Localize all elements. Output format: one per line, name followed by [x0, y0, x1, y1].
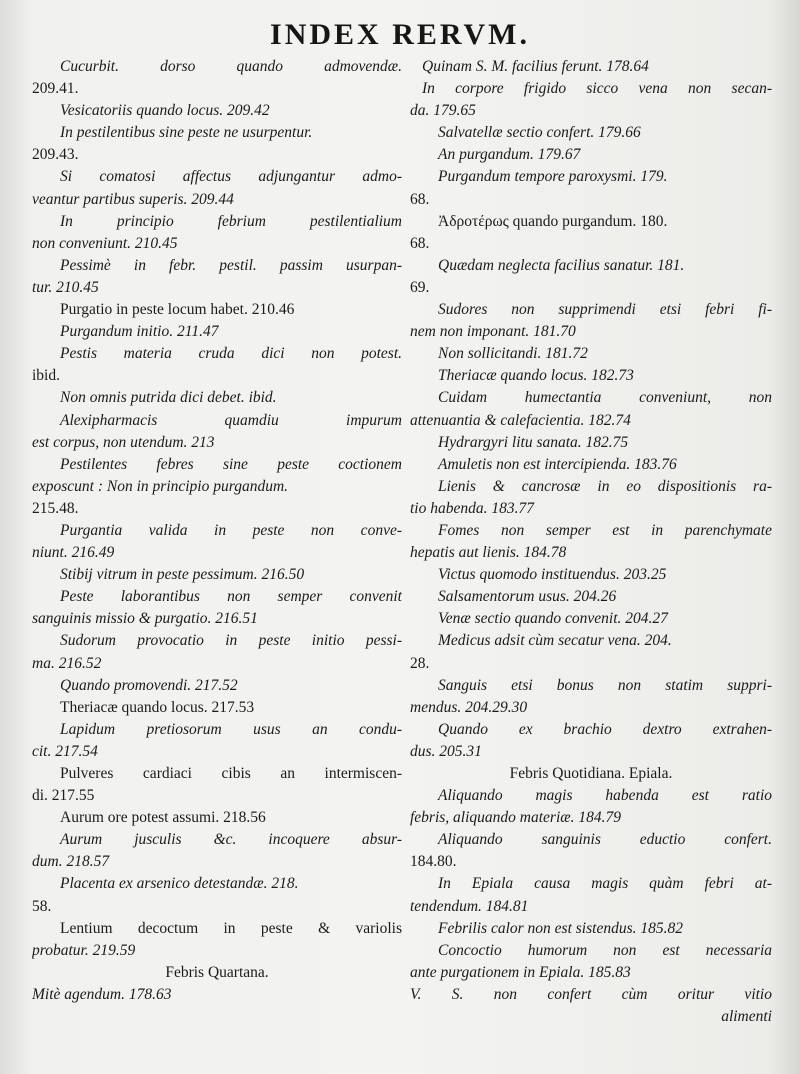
- right-column: [410, 56, 772, 1028]
- index-line: sanguinis missio & purgatio. 216.51: [32, 610, 258, 628]
- index-line: Lienis & cancrosæ in eo dispositionis ra-: [438, 477, 772, 495]
- index-line: Febrilis calor non est sistendus. 185.82: [438, 919, 683, 937]
- index-line: Aurum ore potest assumi. 218.56: [60, 809, 266, 827]
- index-line: Salsamentorum usus. 204.26: [438, 588, 617, 606]
- index-line: Pulveres cardiaci cibis an intermiscen-: [60, 765, 402, 782]
- index-line: Lapidum pretiosorum usus an condu-: [60, 720, 402, 738]
- index-line: In corpore frigido sicco vena non secan-: [422, 80, 772, 98]
- index-line: Cucurbit. dorso quando admovendæ.: [60, 58, 402, 75]
- index-line: Sudores non supprimendi etsi febri fi-: [438, 301, 772, 319]
- index-line: Victus quomodo instituendus. 203.25: [438, 566, 667, 584]
- index-line: tendendum. 184.81: [410, 897, 529, 915]
- index-line: Aurum jusculis &c. incoquere absur-: [60, 831, 402, 849]
- index-line: Sanguis etsi bonus non statim suppri-: [438, 676, 772, 694]
- index-line: attenuantia & calefacientia. 182.74: [410, 411, 631, 429]
- index-line: tio habenda. 183.77: [410, 499, 534, 517]
- index-line: nem non imponant. 181.70: [410, 323, 576, 341]
- index-line: 68.: [410, 190, 430, 208]
- index-line: V. S. non confert cùm oritur vitio: [410, 985, 772, 1003]
- index-line: tur. 210.45: [32, 278, 99, 296]
- index-line: Pestis materia cruda dici non potest.: [60, 345, 402, 363]
- index-line: Aliquando magis habenda est ratio: [438, 787, 772, 805]
- index-line: Non sollicitandi. 181.72: [438, 345, 588, 363]
- index-line: Mitè agendum. 178.63: [32, 985, 172, 1003]
- page-header: INDEX RERVM.: [270, 18, 530, 51]
- index-line: cit. 217.54: [32, 742, 98, 760]
- index-line: di. 217.55: [32, 787, 95, 805]
- left-column: [32, 56, 402, 1006]
- index-line: febris, aliquando materiæ. 184.79: [410, 809, 621, 827]
- index-line: Placenta ex arsenico detestandæ. 218.: [60, 875, 299, 893]
- index-line: niunt. 216.49: [32, 544, 115, 562]
- index-line: Si comatosi affectus adjungantur admo-: [60, 168, 402, 186]
- index-line: veantur partibus superis. 209.44: [32, 190, 234, 208]
- index-line: In pestilentibus sine peste ne usurpentur.: [60, 124, 313, 142]
- index-line: Purgandum initio. 211.47: [60, 323, 219, 341]
- index-line: hepatis aut lienis. 184.78: [410, 544, 567, 562]
- index-line: Pessimè in febr. pestil. passim usurpan-: [60, 256, 402, 274]
- index-line: Febris Quotidiana. Epiala.: [509, 765, 673, 782]
- index-line: Hydrargyri litu sanata. 182.75: [438, 433, 629, 451]
- index-line: Ἀδροτέρως quando purgandum. 180.: [438, 212, 668, 230]
- index-line: dus. 205.31: [410, 742, 482, 760]
- index-line: Quando ex brachio dextro extrahen-: [438, 720, 772, 738]
- index-line: Non omnis putrida dici debet. ibid.: [60, 389, 277, 407]
- index-line: Stibij vitrum in peste pessimum. 216.50: [60, 566, 305, 584]
- index-line: Medicus adsit cùm secatur vena. 204.: [438, 632, 672, 650]
- index-line: ante purgationem in Epiala. 185.83: [410, 963, 631, 981]
- index-line: Salvatellæ sectio confert. 179.66: [438, 124, 641, 142]
- index-line: Vesicatoriis quando locus. 209.42: [60, 102, 270, 120]
- index-line: Peste laborantibus non semper convenit: [60, 588, 402, 606]
- index-line: Alexipharmacis quamdiu impurum: [60, 411, 402, 429]
- index-line: ma. 216.52: [32, 654, 102, 672]
- index-line: Cuidam humectantia conveniunt, non: [438, 389, 772, 407]
- index-line: 209.43.: [32, 146, 79, 164]
- index-line: ibid.: [32, 367, 60, 385]
- index-line: 68.: [410, 234, 430, 252]
- index-line: 184.80.: [410, 853, 457, 871]
- index-line: Theriacæ quando locus. 182.73: [438, 367, 634, 385]
- index-line: In Epiala causa magis quàm febri at-: [438, 875, 772, 893]
- index-line: Quinam S. M. facilius ferunt. 178.64: [422, 58, 649, 75]
- index-line: 69.: [410, 278, 430, 296]
- index-line: Quædam neglecta facilius sanatur. 181.: [438, 256, 685, 274]
- index-line: Concoctio humorum non est necessaria: [438, 941, 772, 959]
- index-line: Pestilentes febres sine peste coctionem: [60, 455, 402, 473]
- index-line: Theriacæ quando locus. 217.53: [60, 698, 255, 716]
- index-line: 58.: [32, 897, 52, 915]
- index-line: An purgandum. 179.67: [438, 146, 581, 164]
- index-line: Fomes non semper est in parenchymate: [438, 521, 772, 539]
- index-line: alimenti: [721, 1008, 772, 1026]
- index-line: Quando promovendi. 217.52: [60, 676, 238, 694]
- index-line: Febris Quartana.: [165, 963, 269, 981]
- index-line: 215.48.: [32, 499, 79, 517]
- index-line: Purgatio in peste locum habet. 210.46: [60, 301, 295, 319]
- index-line: Aliquando sanguinis eductio confert.: [438, 831, 772, 849]
- index-line: Amuletis non est intercipienda. 183.76: [438, 455, 677, 473]
- index-line: non conveniunt. 210.45: [32, 234, 178, 252]
- index-line: Sudorum provocatio in peste initio pessi-: [60, 632, 402, 650]
- index-line: Purgandum tempore paroxysmi. 179.: [438, 168, 668, 186]
- index-line: da. 179.65: [410, 102, 476, 120]
- index-line: Venæ sectio quando convenit. 204.27: [438, 610, 668, 628]
- index-line: est corpus, non utendum. 213: [32, 433, 215, 451]
- index-line: Lentium decoctum in peste & variolis: [60, 919, 402, 937]
- index-line: 28.: [410, 654, 430, 672]
- index-line: Purgantia valida in peste non conve-: [60, 521, 402, 539]
- index-line: 209.41.: [32, 80, 79, 98]
- index-line: dum. 218.57: [32, 853, 110, 871]
- index-line: In principio febrium pestilentialium: [60, 212, 402, 230]
- index-line: exposcunt : Non in principio purgandum.: [32, 477, 289, 495]
- index-line: probatur. 219.59: [32, 941, 136, 959]
- index-line: mendus. 204.29.30: [410, 698, 528, 716]
